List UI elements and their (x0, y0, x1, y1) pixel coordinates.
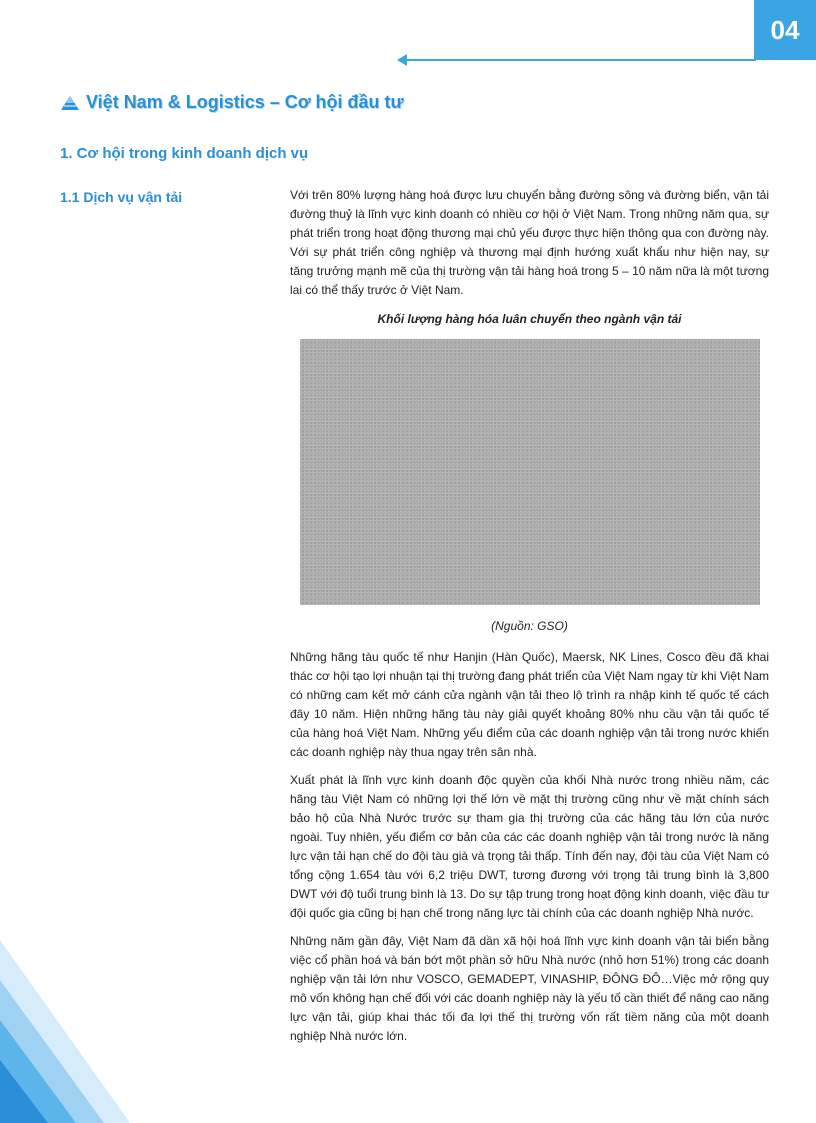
page-number-badge (754, 0, 816, 60)
figure-caption: Khối lượng hàng hóa luân chuyển theo ngành vận tải (377, 312, 682, 326)
chapter-title: Việt Nam & Logistics – Cơ hội đầu tư (86, 92, 404, 112)
paragraph: Với trên 80% lượng hàng hoá được lưu chuyển bằng đường sông và đường biển, vận tải đường thuỷ là lĩnh vực kinh doanh có nhiều cơ hội ở Việt Nam. Trong những năm qua, sự phát triển trong hoạt động thương mại chủ yếu được thực hiện thông qua con đường này. Với sự phát triển công nghiệp và thương mại định hướng xuất khẩu như hiện nay, sự tăng trưởng mạnh mẽ của thị trường vận tải hàng hoá trong 5 – 10 năm nữa là một tương lai có thể thấy trước ở Việt Nam. (290, 188, 769, 297)
paragraph: Những hãng tàu quốc tế như Hanjin (Hàn Quốc), Maersk, NK Lines, Cosco đều đã khai thác cơ hội tạo lợi nhuận tại thị trường đang phát triển của Việt Nam ngay từ khi Việt Nam có những cam kết mở cánh cửa ngành vận tải theo lộ trình ra nhập kinh tế quốc tế cách đây 10 năm. Hiện những hãng tàu này giải quyết khoảng 80% nhu cầu vận tải quốc tế của hàng hoá Việt Nam. Những yếu điểm của các doanh nghiệp vận tải trong nước khiến các doanh nghiệp này thua ngay trên sân nhà. (290, 650, 769, 759)
header-divider (404, 59, 756, 61)
arrow-left-icon (397, 54, 407, 66)
mountain-triangle-icon (60, 95, 80, 111)
subsection-title: 1.1 Dịch vụ vận tải (60, 189, 183, 205)
main-content (290, 186, 769, 1055)
corner-stripe-decoration (0, 940, 130, 1123)
chart-image (300, 339, 760, 605)
paragraph: Những năm gần đây, Việt Nam đã dần xã hội hoá lĩnh vực kinh doanh vận tải biển bằng việc cổ phần hoá và bán bớt một phần sở hữu Nhà nước (nhỏ hơn 51%) trong các doanh nghiệp vận tải lớn như VOSCO, GEMADEPT, VINASHIP, ĐÔNG ĐÔ…Việc mở rộng quy mô vốn không hạn chế đối với các doanh nghiệp này là yếu tố cần thiết để nâng cao năng lực vận tải, giúp khai thác tối đa lợi thế thị trường vốn rất tiềm năng của một doanh nghiệp Nhà nước lớn. (290, 934, 769, 1043)
paragraph: Xuất phát là lĩnh vực kinh doanh độc quyền của khối Nhà nước trong nhiều năm, các hãng tàu Việt Nam có những lợi thế lớn về mặt thị trường cũng như về mặt chính sách bảo hộ của Nhà Nước trước sự tham gia thị trường của các hãng tàu lớn của nước ngoài. Tuy nhiên, yếu điểm cơ bản của các các doanh nghiệp vận tải trong nước là năng lực vận tải hạn chế do đội tàu già và trọng tải thấp. Tính đến nay, đội tàu của Việt Nam có tổng cộng 1.654 tàu với 6,2 triệu DWT, tương đương với trọng tải trung bình là 3,800 DWT với độ tuổi trung bình là 13. Do sự tập trung trong hoạt động kinh doanh, việc đầu tư đội quốc gia cũng bị hạn chế trong năng lực tài chính của các doanh nghiệp Nhà nước. (290, 773, 769, 920)
page-number: 04 (770, 14, 800, 45)
figure-source: (Nguồn: GSO) (491, 619, 568, 633)
section-title: 1. Cơ hội trong kinh doanh dịch vụ (60, 145, 309, 162)
chapter-heading (60, 92, 404, 113)
